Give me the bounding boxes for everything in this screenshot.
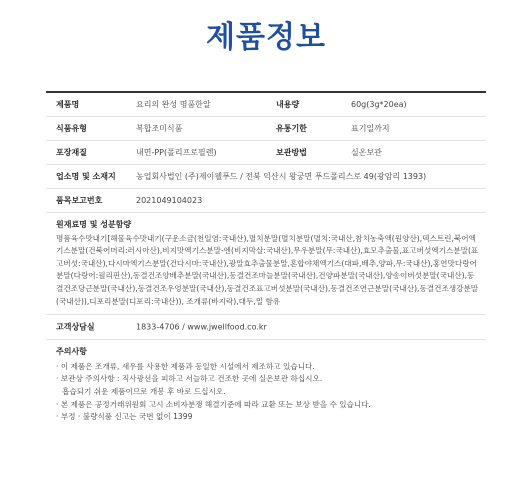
ingredients-label: 원재료명 및 성분함량 [56,220,132,229]
expiry-value: 표기일까지 [351,123,390,133]
food-type-value: 복합조미식품 [136,123,183,133]
report-number-label: 품목보고번호 [56,195,103,205]
net-weight-value: 60g(3g*20ea) [351,99,407,109]
notes-label: 주의사항 [56,347,87,357]
food-type-label: 식품유형 [56,123,87,133]
note-item: 흡습되기 쉬운 제품이므로 개봉 후 바로 드십시오. [62,386,226,396]
product-name-value: 요리의 완성 명품한알 [136,99,211,109]
storage-label: 보관방법 [276,147,307,157]
ingredients-text: 명품육수맛내기[해물육수맛내기(구운소금(천일염:국내산),멸치분말(멸치분말(멸치:국내산,참치농축액(원양산),덱스트린,북어엑기스분말(건북어머리:러시아산),비지맛엑기스분말-엔(비지막살:국내산),무우분말(무:국내산),효모추출물,표고버섯엑기스분말(표고버섯:국내산),다시마엑기스분말(건다시마:국내산),광말효추출물분말,혼합야채엑기스(대파,배추,양파,무:국내산),홍연맛다랑어분말(다랑어:필리핀산),동결건조양배추분말(국내산),동결건조마늘분말(국내산),건양파분말(국내산),양송이버섯분말(국내산),동결건조당근분말(국내산),동결건조우엉분말(국내산),동결건조표고버섯분말(국내산),동결건조연근분말(국내산),동결건조생강분말(국내산)),디포리분말(디포리:국내산)), 조개류(바지락),대두,밀 함유 [56,233,479,306]
manufacturer-value: 농업회사법인 (주)제이웰푸드 / 전북 익산시 왕궁면 푸드폴리스로 49(광암리 1393) [136,171,427,181]
customer-service-value: 1833-4706 / www.jwellfood.co.kr [136,322,267,332]
product-name-label: 제품명 [56,99,80,109]
note-item: · 부정 · 불량식품 신고는 국번 없이 1399 [56,412,193,422]
ingredients-section [46,213,486,315]
table-row [46,189,486,213]
report-number-value: 2021049104023 [136,195,203,205]
product-info-table [46,93,486,428]
net-weight-label: 내용량 [276,99,300,109]
customer-service-row [46,315,486,340]
packaging-label: 포장재질 [56,147,87,157]
customer-service-label: 고객상담실 [56,322,95,332]
table-row [46,165,486,189]
note-item: · 보관상 주의사항 : 직사광선을 피하고 서늘하고 건조한 곳에 실온보관 하십시오. [56,374,323,384]
expiry-label: 유통기한 [276,123,307,133]
note-item: · 이 제품은 조개류, 새우를 사용한 제품과 동일한 시설에서 제조하고 있습니다. [56,361,315,371]
note-item: · 본 제품은 공정거래위원회 고시 소비자분쟁 해결기준에 따라 교환 또는 보상 받을 수 있습니다. [56,399,371,409]
page-title: 제품정보 [206,20,326,55]
table-row [46,93,486,117]
notes-section [46,340,486,428]
table-row [46,117,486,141]
table-row [46,141,486,165]
manufacturer-label: 업소명 및 소재지 [56,171,116,181]
storage-value: 실온보관 [351,147,382,157]
packaging-value: 내면-PP(폴리프로필렌) [136,147,217,157]
